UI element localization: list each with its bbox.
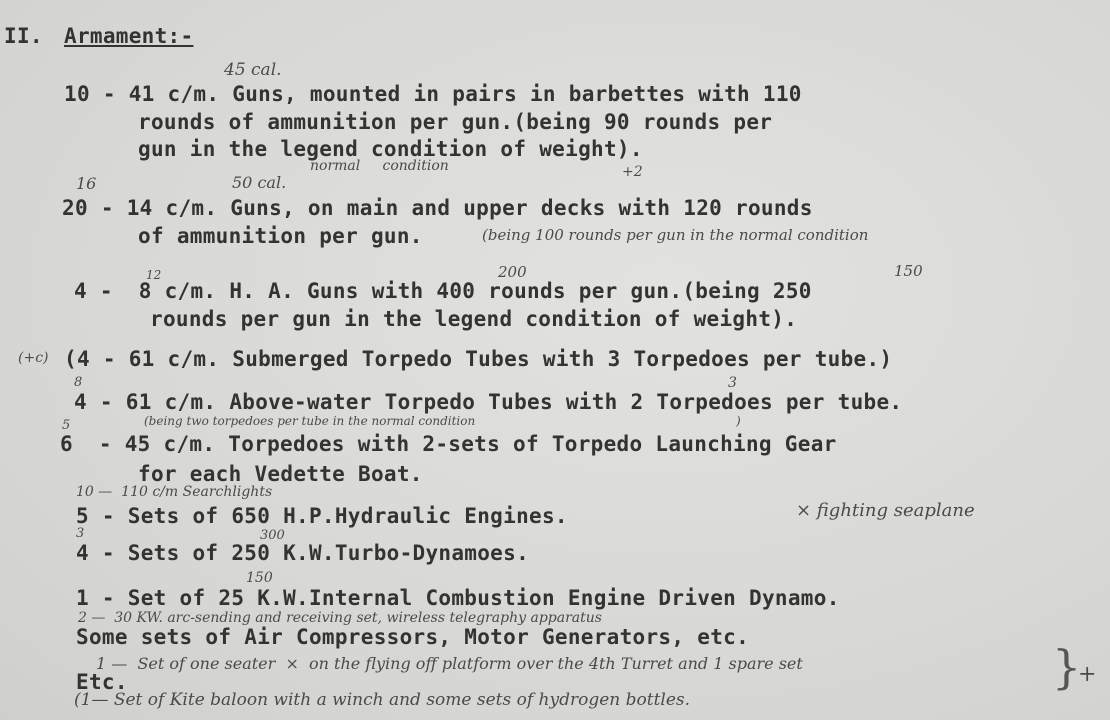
handwritten-note: normal condition bbox=[310, 158, 449, 174]
typed-line: rounds of ammunition per gun.(being 90 rounds per bbox=[138, 110, 773, 134]
typed-line: 6 - 45 c/m. Torpedoes with 2-sets of Torpedo Launching Gear bbox=[60, 432, 837, 456]
section-heading: Armament:- bbox=[64, 24, 194, 48]
typed-line: Some sets of Air Compressors, Motor Generators, etc. bbox=[76, 625, 750, 649]
brace-mark: } bbox=[1052, 640, 1082, 694]
typed-line: gun in the legend condition of weight). bbox=[138, 137, 643, 161]
handwritten-note: (+c) bbox=[18, 350, 49, 366]
handwritten-note: 8 bbox=[74, 375, 83, 390]
handwritten-note: (being two torpedoes per tube in the normal condition bbox=[144, 414, 476, 428]
handwritten-note: 10 — 110 c/m Searchlights bbox=[76, 484, 273, 500]
handwritten-note: 3 bbox=[728, 375, 737, 391]
typed-line: for each Vedette Boat. bbox=[138, 462, 423, 486]
typed-line: of ammunition per gun. bbox=[138, 224, 423, 248]
typed-line: Etc. bbox=[76, 670, 128, 694]
typed-line: 4 - Sets of 250 K.W.Turbo-Dynamoes. bbox=[76, 541, 530, 565]
typed-line: 1 - Set of 25 K.W.Internal Combustion Engine Driven Dynamo. bbox=[76, 586, 840, 610]
handwritten-note: 1 — Set of one seater × on the flying off platform over the 4th Turret and 1 spare set bbox=[96, 654, 803, 673]
handwritten-note: 200 bbox=[498, 263, 527, 281]
handwritten-note: 12 bbox=[146, 268, 162, 282]
typed-line: 20 - 14 c/m. Guns, on main and upper decks with 120 rounds bbox=[62, 196, 813, 220]
handwritten-note: 2 — 30 KW. arc-sending and receiving set, wireless telegraphy apparatus bbox=[78, 610, 602, 626]
handwritten-note: 300 bbox=[260, 528, 285, 543]
typed-line: 4 - 61 c/m. Above-water Torpedo Tubes with 2 Torpedoes per tube. bbox=[74, 390, 903, 414]
typed-line: rounds per gun in the legend condition of weight). bbox=[150, 307, 798, 331]
handwritten-note: +2 bbox=[622, 164, 643, 180]
handwritten-note: 16 bbox=[76, 174, 97, 193]
handwritten-note: 150 bbox=[894, 262, 923, 280]
handwritten-note: 5 bbox=[62, 418, 71, 433]
handwritten-note: 50 cal. bbox=[232, 173, 287, 192]
typed-line: 5 - Sets of 650 H.P.Hydraulic Engines. bbox=[76, 504, 568, 528]
typed-line: 4 - 8 c/m. H. A. Guns with 400 rounds per gun.(being 250 bbox=[74, 279, 812, 303]
typed-line: 10 - 41 c/m. Guns, mounted in pairs in barbettes with 110 bbox=[64, 82, 802, 106]
section-numeral: II. bbox=[4, 24, 43, 48]
handwritten-note: 45 cal. bbox=[224, 60, 282, 80]
handwritten-note: + bbox=[1078, 662, 1097, 687]
handwritten-note: (being 100 rounds per gun in the normal condition bbox=[482, 226, 869, 244]
handwritten-note: ) bbox=[736, 414, 741, 428]
handwritten-note: (1— Set of Kite baloon with a winch and some sets of hydrogen bottles. bbox=[74, 690, 691, 710]
handwritten-note: 150 bbox=[246, 570, 273, 586]
handwritten-note: × fighting seaplane bbox=[796, 500, 975, 521]
typed-line: (4 - 61 c/m. Submerged Torpedo Tubes with 3 Torpedoes per tube.) bbox=[64, 347, 893, 371]
handwritten-note: 3 bbox=[76, 526, 85, 541]
